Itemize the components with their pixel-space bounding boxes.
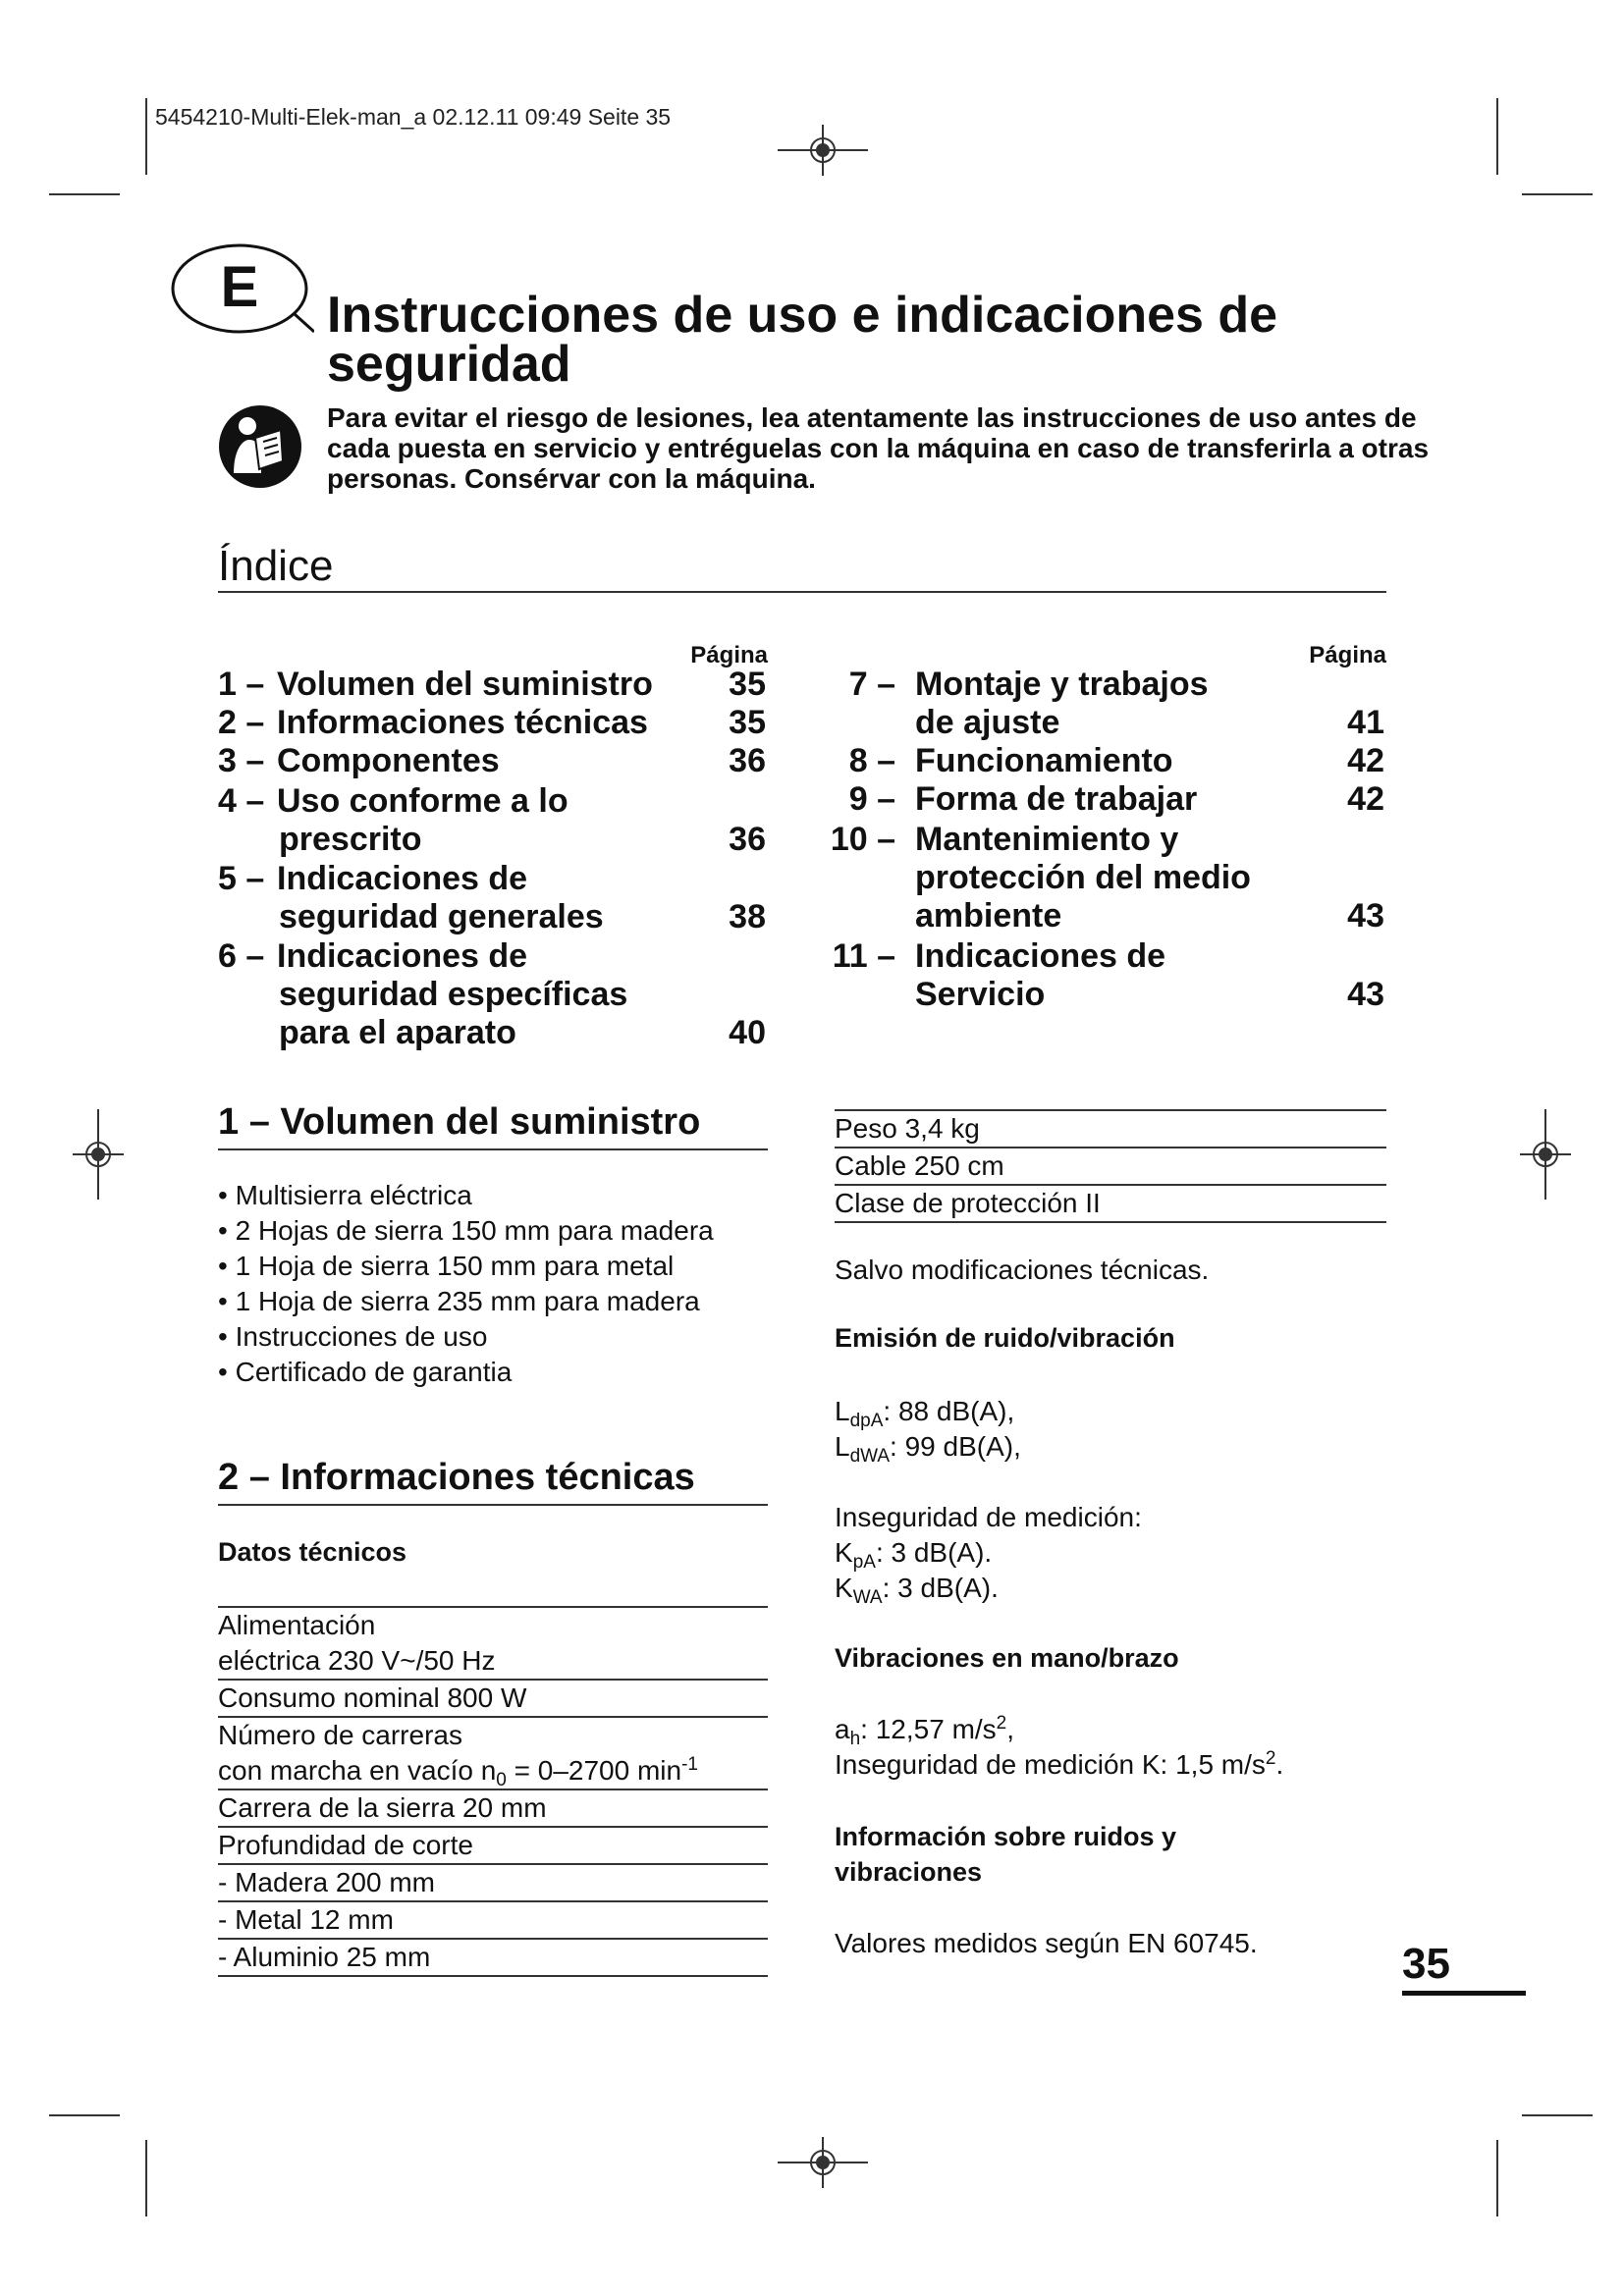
- toc-entry-number: 8 –: [848, 742, 895, 779]
- table-row: [835, 1185, 1386, 1222]
- toc-entry-page: 36: [729, 742, 766, 779]
- spec-text: Peso 3,4 kg: [835, 1110, 1386, 1148]
- toc-entry-title: Servicio: [915, 976, 1046, 1013]
- spec-text: - Aluminio 25 mm: [218, 1939, 768, 1976]
- noise-info-heading: Información sobre ruidos y: [835, 1822, 1177, 1851]
- registration-mark-icon: [1518, 1107, 1573, 1201]
- value: Inseguridad de medición K: 1,5 m/s: [835, 1749, 1266, 1780]
- value: .: [1275, 1749, 1284, 1780]
- toc-entry-title: Indicaciones de: [277, 860, 528, 897]
- spec-text: Consumo nominal 800 W: [218, 1680, 768, 1717]
- table-row: [835, 1148, 1386, 1185]
- value: : 12,57 m/s: [860, 1714, 997, 1744]
- general-specs-table: [835, 1109, 1386, 1223]
- value: : 3 dB(A).: [882, 1573, 999, 1603]
- toc-entry-number: 3 –: [218, 742, 265, 779]
- crop-mark: [1522, 193, 1593, 195]
- toc-entry-page: 40: [729, 1014, 766, 1051]
- toc-entry-title: Uso conforme a lo: [277, 782, 568, 820]
- toc-entry-page: 42: [1347, 780, 1384, 818]
- table-row: [218, 1717, 768, 1789]
- symbol-subscript: h: [849, 1729, 861, 1749]
- toc-entry-number: 4 –: [218, 782, 265, 820]
- toc-entry-title: de ajuste: [915, 704, 1060, 741]
- toc-entry-title: Indicaciones de: [277, 937, 528, 975]
- page-title: Instrucciones de uso e indicaciones de seguridad: [327, 287, 1278, 393]
- toc-entry-number: 1 –: [218, 666, 265, 703]
- symbol-subscript: dWA: [849, 1446, 891, 1467]
- value: ,: [1006, 1714, 1015, 1744]
- crop-mark: [145, 98, 147, 175]
- table-row: [218, 1939, 768, 1976]
- table-row: [218, 1789, 768, 1827]
- table-row: [218, 1607, 768, 1680]
- registration-mark-icon: [776, 2135, 870, 2190]
- symbol: K: [835, 1573, 853, 1603]
- uncertainty-label: Inseguridad de medición:: [835, 1502, 1142, 1532]
- spec-text: Alimentación: [218, 1610, 376, 1640]
- language-badge-letter: E: [220, 255, 259, 319]
- section-1-title: 1 – Volumen del suministro: [218, 1101, 701, 1143]
- spec-text-line: [218, 1753, 768, 1789]
- table-row: [218, 1827, 768, 1864]
- toc-entry-title: Mantenimiento y: [915, 821, 1179, 858]
- crop-mark: [49, 2114, 120, 2116]
- section-1-rule: [218, 1148, 768, 1150]
- disclaimer-text: Salvo modificaciones técnicas.: [835, 1255, 1210, 1285]
- list-item: • 1 Hoja de sierra 235 mm para madera: [218, 1284, 714, 1319]
- crop-mark: [1496, 98, 1498, 175]
- index-rule: [218, 591, 1386, 593]
- index-heading: Índice: [218, 542, 334, 590]
- toc-entry-title: prescrito: [279, 821, 422, 858]
- toc-page-label: Página: [690, 642, 768, 668]
- toc-entry-title: ambiente: [915, 897, 1062, 934]
- section-2-title: 2 – Informaciones técnicas: [218, 1457, 695, 1498]
- toc-entry-title: protección del medio: [915, 859, 1251, 896]
- list-item: • 2 Hojas de sierra 150 mm para madera: [218, 1213, 714, 1249]
- registration-mark-icon: [71, 1107, 126, 1201]
- spec-text: = 0–2700 min: [506, 1755, 682, 1786]
- toc-entry-page: 42: [1347, 742, 1384, 779]
- toc-entry-page: 41: [1347, 704, 1384, 741]
- toc-entry-number: 9 –: [848, 780, 895, 818]
- spec-superscript: -1: [681, 1754, 699, 1775]
- toc-entry-number: 5 –: [218, 860, 265, 897]
- tech-specs-table: [218, 1606, 768, 1977]
- page-number: 35: [1402, 1940, 1450, 1988]
- toc-page-label: Página: [1309, 642, 1386, 668]
- symbol: L: [835, 1396, 850, 1426]
- table-row: [218, 1680, 768, 1717]
- toc-entry-title: Forma de trabajar: [915, 780, 1198, 818]
- symbol-subscript: dpA: [849, 1411, 884, 1431]
- list-item: • Instrucciones de uso: [218, 1319, 714, 1355]
- spec-text: Clase de protección II: [835, 1185, 1386, 1222]
- table-cell: [218, 1717, 768, 1789]
- symbol: K: [835, 1537, 853, 1568]
- vibration-uncertainty: [835, 1747, 1283, 1783]
- value: : 3 dB(A).: [875, 1537, 993, 1568]
- standard-text: Valores medidos según EN 60745.: [835, 1928, 1258, 1958]
- print-header: 5454210-Multi-Elek-man_a 02.12.11 09:49 Seite 35: [155, 104, 672, 130]
- table-cell: [218, 1607, 768, 1680]
- table-row: [218, 1864, 768, 1901]
- toc-entry-number: 11 –: [832, 937, 895, 975]
- crop-mark: [145, 2140, 147, 2216]
- toc-entry-number: 7 –: [848, 666, 895, 703]
- toc-entry-page: 43: [1347, 897, 1384, 934]
- spec-text: con marcha en vacío n: [218, 1755, 497, 1786]
- toc-entry-page: 35: [729, 704, 766, 741]
- noise-pressure-value: [835, 1394, 1014, 1429]
- toc-entry-title: Funcionamiento: [915, 742, 1173, 779]
- registration-mark-icon: [776, 123, 870, 178]
- toc-entry-title: Componentes: [277, 742, 500, 779]
- toc-entry-page: 36: [729, 821, 766, 858]
- list-item: • Multisierra eléctrica: [218, 1178, 714, 1213]
- toc-entry-number: 6 –: [218, 937, 265, 975]
- value: : 88 dB(A),: [883, 1396, 1015, 1426]
- crop-mark: [1496, 2140, 1498, 2216]
- toc-entry-title: Montaje y trabajos: [915, 666, 1209, 703]
- table-row: [835, 1110, 1386, 1148]
- spec-text: - Metal 12 mm: [218, 1901, 768, 1939]
- spec-text: Carrera de la sierra 20 mm: [218, 1789, 768, 1827]
- spec-text: Número de carreras: [218, 1720, 462, 1750]
- list-item: • 1 Hoja de sierra 150 mm para metal: [218, 1249, 714, 1284]
- crop-mark: [49, 193, 120, 195]
- toc-entry-number: 2 –: [218, 704, 265, 741]
- toc-left-column: [218, 628, 768, 1060]
- toc-entry-page: 43: [1347, 976, 1384, 1013]
- section-2-rule: [218, 1504, 768, 1506]
- toc-entry-title: seguridad específicas: [279, 976, 628, 1013]
- table-row: [218, 1901, 768, 1939]
- symbol: a: [835, 1714, 850, 1744]
- toc-entry-title: para el aparato: [279, 1014, 516, 1051]
- tech-data-heading: Datos técnicos: [218, 1537, 407, 1567]
- toc-entry-title: seguridad generales: [279, 898, 604, 935]
- delivery-list: [218, 1178, 714, 1390]
- crop-mark: [1522, 2114, 1593, 2116]
- superscript: 2: [1265, 1748, 1276, 1769]
- emission-heading: Emisión de ruido/vibración: [835, 1323, 1175, 1353]
- page-number-rule: [1402, 1991, 1526, 1996]
- toc-entry-number: 10 –: [830, 821, 895, 858]
- noise-power-value: [835, 1429, 1021, 1465]
- spec-subscript: 0: [496, 1770, 507, 1790]
- kwa-value: [835, 1571, 999, 1606]
- toc-entry-page: 38: [729, 898, 766, 935]
- toc-right-column: [831, 628, 1386, 1060]
- vibration-heading: Vibraciones en mano/brazo: [835, 1643, 1179, 1673]
- value: : 99 dB(A),: [890, 1431, 1021, 1462]
- symbol: L: [835, 1431, 850, 1462]
- spec-text: Cable 250 cm: [835, 1148, 1386, 1185]
- spec-text: Profundidad de corte: [218, 1827, 768, 1864]
- toc-entry-title: Indicaciones de: [915, 937, 1166, 975]
- vibration-value: [835, 1712, 1014, 1747]
- intro-text: Para evitar el riesgo de lesiones, lea atentamente las instrucciones de uso antes de cada puesta en servicio y entréguelas con la máquina en caso de transferirla a otras personas. Consérvar con la máquina.: [327, 402, 1430, 494]
- superscript: 2: [996, 1713, 1007, 1734]
- kpa-value: [835, 1535, 992, 1571]
- symbol-subscript: WA: [852, 1587, 883, 1608]
- symbol-subscript: pA: [852, 1552, 876, 1573]
- read-manual-icon: [218, 404, 302, 489]
- list-item: • Certificado de garantia: [218, 1355, 714, 1390]
- spec-text: - Madera 200 mm: [218, 1864, 768, 1901]
- language-badge: [169, 241, 314, 336]
- toc-entry-page: 35: [729, 666, 766, 703]
- spec-text: eléctrica 230 V~/50 Hz: [218, 1645, 496, 1676]
- toc-entry-title: Informaciones técnicas: [277, 704, 648, 741]
- toc-entry-title: Volumen del suministro: [277, 666, 653, 703]
- noise-info-heading: vibraciones: [835, 1857, 983, 1887]
